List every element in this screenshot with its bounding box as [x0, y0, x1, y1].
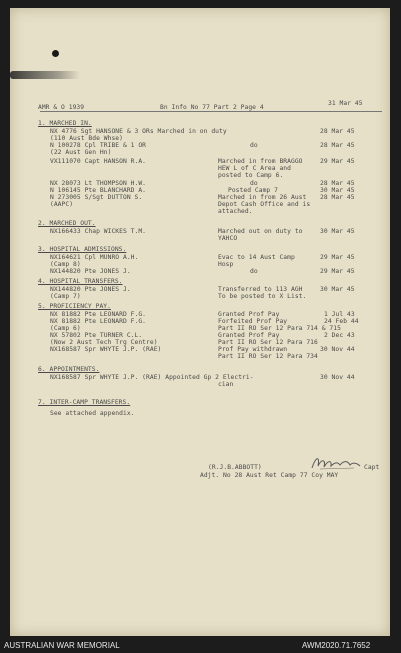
entry-line: NX 81882 Pte LEONARD F.G.: [50, 318, 147, 325]
header-rule: [40, 111, 382, 112]
entry-line: Marched out on duty to: [218, 228, 303, 235]
entry-date: 30 Mar 45: [320, 187, 355, 194]
entry-line: Granted Prof Pay: [218, 332, 280, 339]
entry-date: 29 Mar 45: [320, 254, 355, 261]
entry-line: Prof Pay withdrawn: [218, 346, 288, 353]
entry-line: N 273005 S/Sgt DUTTON S.: [50, 194, 143, 201]
entry-line: HEW L of C Area and: [218, 165, 291, 172]
entry-line: cian: [218, 381, 234, 388]
entry-line: (22 Aust Gen Hn): [50, 149, 112, 156]
entry-line: (Camp 8): [50, 261, 81, 268]
entry-line: NX 57802 Pte TURNER C.L.: [50, 332, 143, 339]
section-title-appointments: 6. APPOINTMENTS.: [38, 366, 100, 373]
entry-date: 30 Nov 44: [320, 374, 355, 381]
section-title-hospital-admissions: 3. HOSPITAL ADMISSIONS.: [38, 246, 127, 253]
entry-line: Hosp: [218, 261, 234, 268]
entry-line: Part II RO Ser 12 Para 714 & 715: [218, 325, 341, 332]
entry-line: NX164621 Cpl MUNRO A.H.: [50, 254, 139, 261]
header-bn-info: Bn Info No 77 Part 2 Page 4: [160, 104, 264, 111]
entry-date: 24 Feb 44: [324, 318, 359, 325]
entry-line: Marched in from BRAGGO: [218, 158, 303, 165]
entry-line: NX 28073 Lt THOMPSON H.W.: [50, 180, 147, 187]
entry-date: 29 Mar 45: [320, 158, 355, 165]
footer-institution: AUSTRALIAN WAR MEMORIAL: [4, 641, 120, 650]
entry-line: NX 81882 Pte LEONARD F.G.: [50, 311, 147, 318]
entry-line: N 106145 Pte BLANCHARD A.: [50, 187, 147, 194]
entry-line: Evac to 14 Aust Camp: [218, 254, 295, 261]
entry-line: posted to Camp 6.: [218, 172, 284, 179]
entry-date: 1 Jul 43: [324, 311, 355, 318]
entry-line: To be posted to X List.: [218, 293, 307, 300]
entry-date: 28 Mar 45: [320, 142, 355, 149]
header-ref: AMR & O 1939: [38, 104, 85, 111]
section-title-hospital-transfers: 4. HOSPITAL TRANSFERS.: [38, 278, 123, 285]
entry-line: Forfeited Prof Pay: [218, 318, 288, 325]
entry-line: VX111070 Capt HANSON R.A.: [50, 158, 147, 165]
footer-accession-number: AWM2020.71.7652: [302, 641, 371, 650]
document-page: [10, 8, 390, 636]
entry-line: do: [250, 180, 258, 187]
entry-line: NX168587 Spr WHYTE J.P. (RAE): [50, 346, 162, 353]
entry-line: Part II RO Ser 12 Para 734: [218, 353, 318, 360]
entry-date: 2 Dec 43: [324, 332, 355, 339]
entry-date: 30 Mar 45: [320, 286, 355, 293]
entry-line: See attached appendix.: [50, 410, 135, 417]
section-title-inter-camp-transfers: 7. INTER-CAMP TRANSFERS.: [38, 399, 131, 406]
entry-line: N 100278 Cpl TRIBE & 1 OR: [50, 142, 147, 149]
entry-line: NX 4776 Sgt HANSONE & 3 ORs Marched in on duty: [50, 128, 227, 135]
entry-line: (Now 2 Aust Tech Trg Centre): [50, 339, 158, 346]
entry-line: do: [250, 268, 258, 275]
entry-date: 30 Mar 45: [320, 228, 355, 235]
entry-line: NX168587 Spr WHYTE J.P. (RAE) Appointed Gp 2 Electri-: [50, 374, 254, 381]
entry-line: (Camp 7): [50, 293, 81, 300]
header-date: 31 Mar 45: [328, 100, 363, 107]
signatory-name: (R.J.B.ABBOTT): [208, 464, 262, 471]
entry-line: Posted Camp 7: [228, 187, 278, 194]
entry-date: 28 Mar 45: [320, 180, 355, 187]
section-title-proficiency-pay: 5. PROFICIENCY PAY.: [38, 303, 111, 310]
entry-date: 28 Mar 45: [320, 194, 355, 201]
entry-date: 28 Mar 45: [320, 128, 355, 135]
entry-line: do: [250, 142, 258, 149]
entry-line: Marched in from 26 Aust: [218, 194, 307, 201]
entry-date: 29 Mar 45: [320, 268, 355, 275]
entry-line: (Camp 6): [50, 325, 81, 332]
entry-line: NX144820 Pte JONES J.: [50, 268, 131, 275]
section-title-marched-out: 2. MARCHED OUT.: [38, 220, 96, 227]
handwritten-signature: [310, 454, 362, 472]
punch-hole-mark: [52, 50, 59, 57]
entry-line: NX144820 Pte JONES J.: [50, 286, 131, 293]
entry-line: Granted Prof Pay: [218, 311, 280, 318]
entry-line: attached.: [218, 208, 253, 215]
entry-line: YAHCO: [218, 235, 238, 242]
section-title-marched-in: 1. MARCHED IN.: [38, 120, 92, 127]
signatory-rank: Capt: [364, 464, 380, 471]
signatory-appointment: Adjt. No 28 Aust Ret Camp 77 Coy MAY: [200, 472, 339, 479]
entry-line: (AAPC): [50, 201, 74, 208]
entry-date: 30 Nov 44: [320, 346, 355, 353]
entry-line: Depot Cash Office and is: [218, 201, 311, 208]
entry-line: (110 Aust Bde Whse): [50, 135, 123, 142]
entry-line: Part II RO Ser 12 Para 716: [218, 339, 318, 346]
entry-line: NX166433 Chap WICKES T.M.: [50, 228, 147, 235]
entry-line: Transferred to 113 AGH: [218, 286, 303, 293]
ink-smudge: [10, 71, 80, 79]
